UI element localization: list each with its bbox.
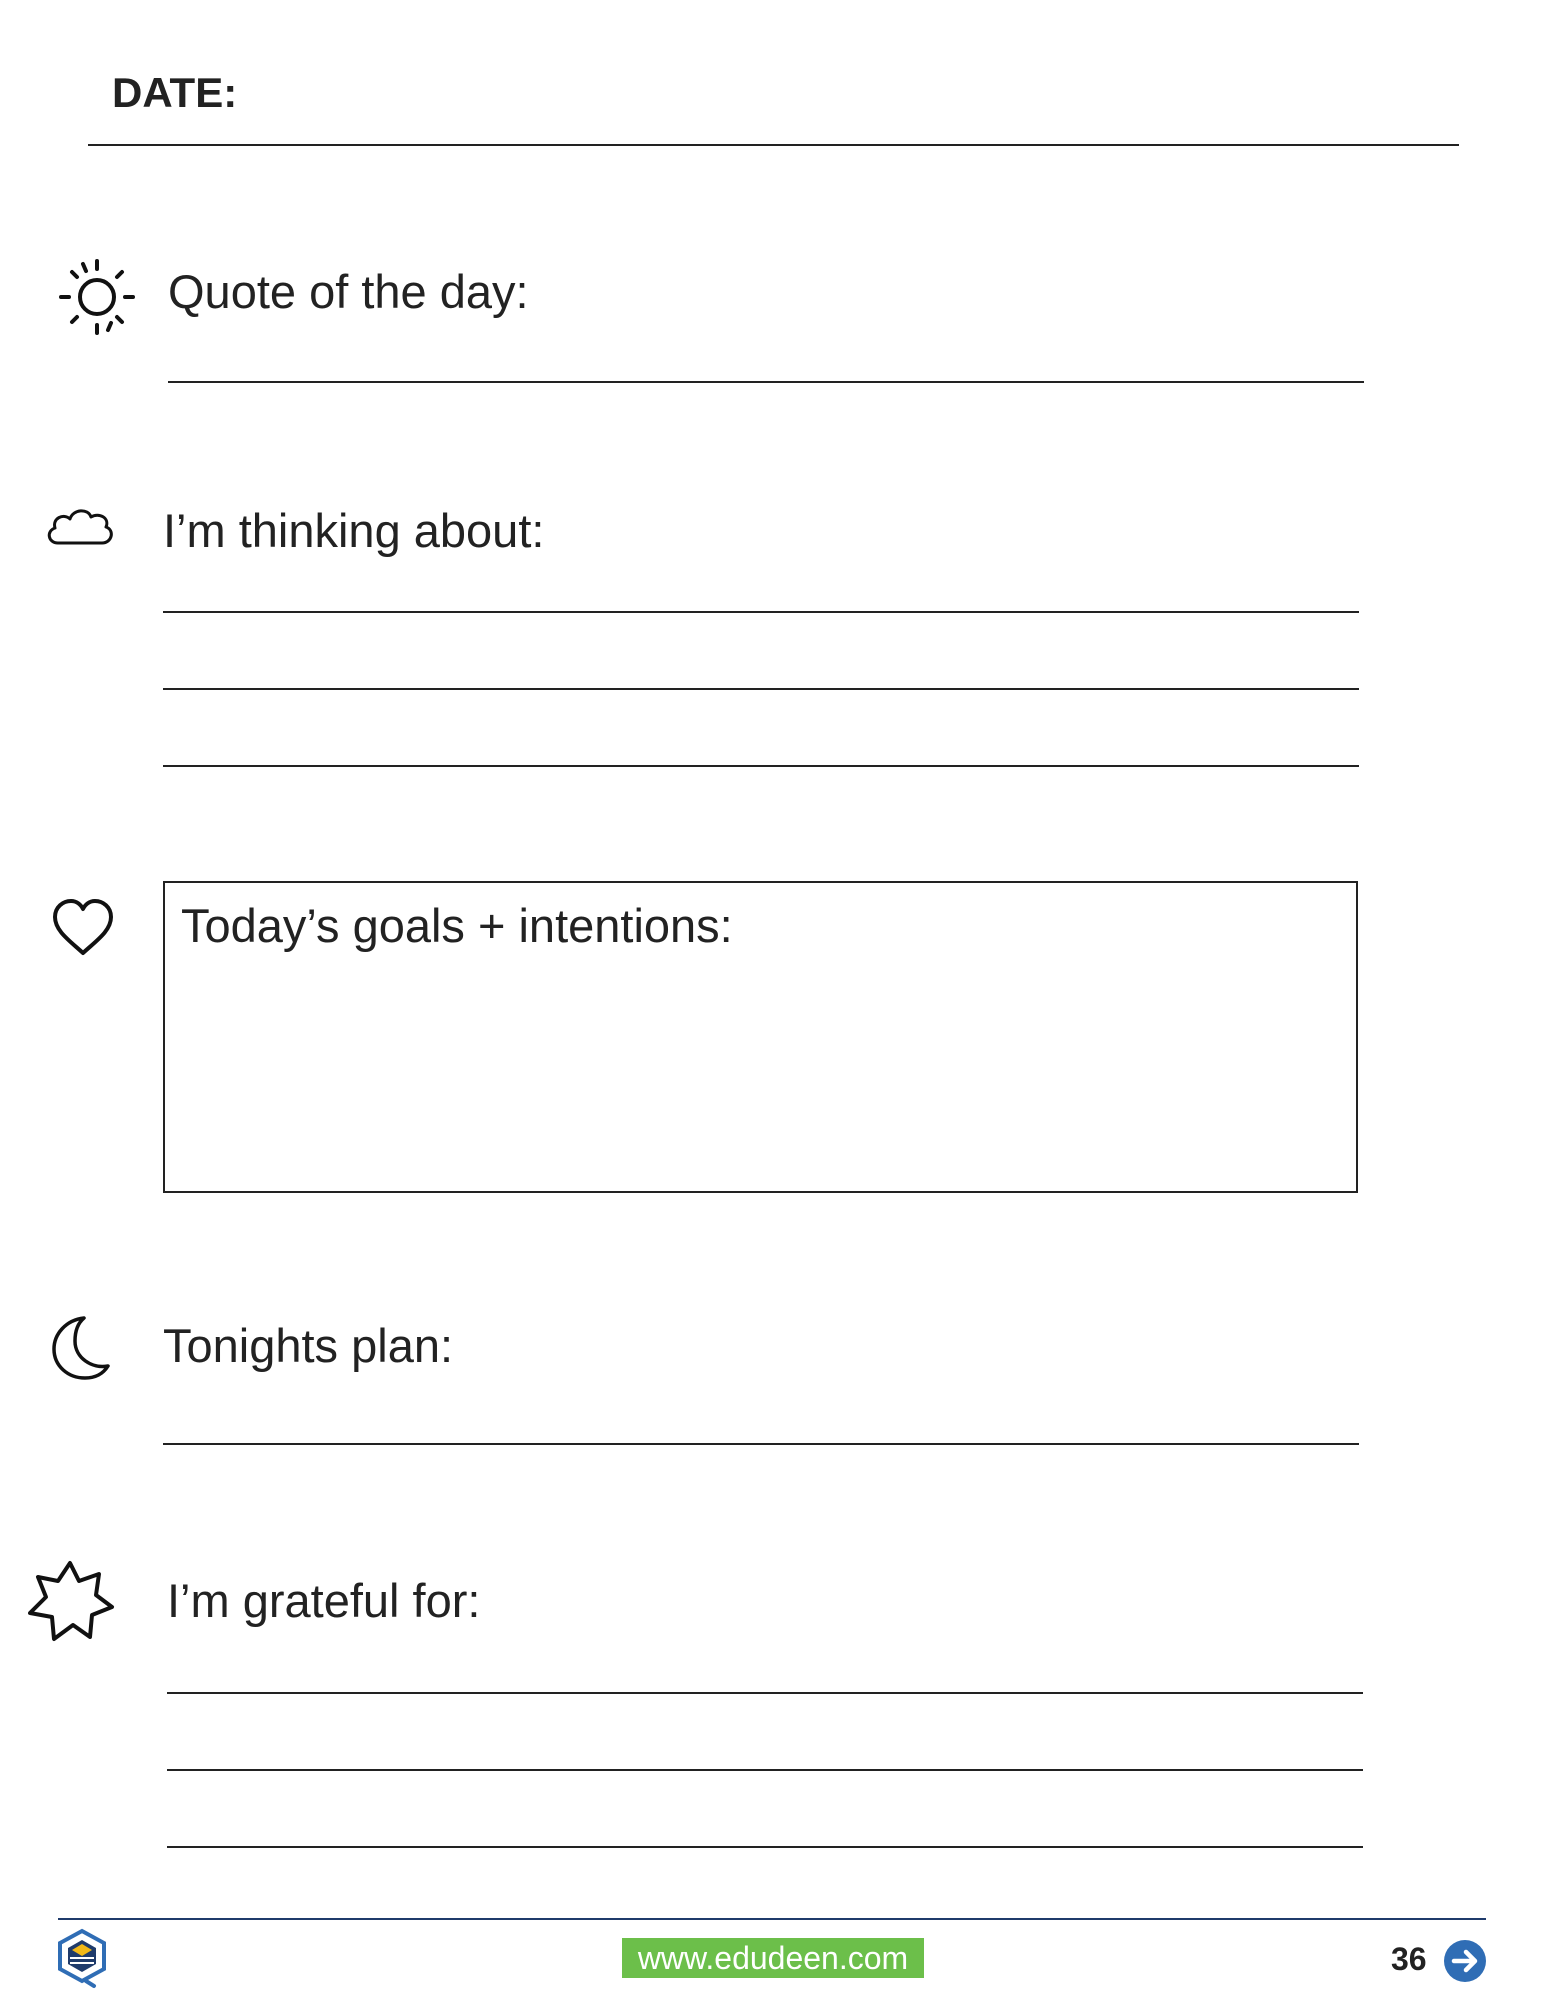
arrow-right-circle-icon[interactable] <box>1443 1939 1487 1983</box>
thinking-label: I’m thinking about: <box>163 504 545 557</box>
website-link[interactable]: www.edudeen.com <box>622 1938 924 1978</box>
moon-icon <box>48 1314 112 1382</box>
grateful-label: I’m grateful for: <box>167 1574 481 1627</box>
cloud-icon <box>44 503 116 551</box>
page-number: 36 <box>1391 1941 1427 1977</box>
tonight-label: Tonights plan: <box>163 1319 454 1372</box>
grateful-line-2[interactable] <box>167 1769 1363 1771</box>
date-label: DATE: <box>112 69 238 116</box>
sun-icon <box>55 255 139 339</box>
goals-label: Today’s goals + intentions: <box>181 899 733 952</box>
thinking-line-3[interactable] <box>163 765 1359 767</box>
star-burst-icon <box>24 1557 116 1645</box>
tonight-line[interactable] <box>163 1443 1359 1445</box>
edudeen-logo-icon[interactable] <box>56 1928 108 1988</box>
grateful-line-3[interactable] <box>167 1846 1363 1848</box>
quote-line[interactable] <box>168 381 1364 383</box>
date-line[interactable] <box>88 144 1459 146</box>
grateful-line-1[interactable] <box>167 1692 1363 1694</box>
heart-icon <box>50 897 116 959</box>
thinking-line-2[interactable] <box>163 688 1359 690</box>
footer-divider <box>58 1918 1486 1920</box>
quote-label: Quote of the day: <box>168 265 529 318</box>
thinking-line-1[interactable] <box>163 611 1359 613</box>
